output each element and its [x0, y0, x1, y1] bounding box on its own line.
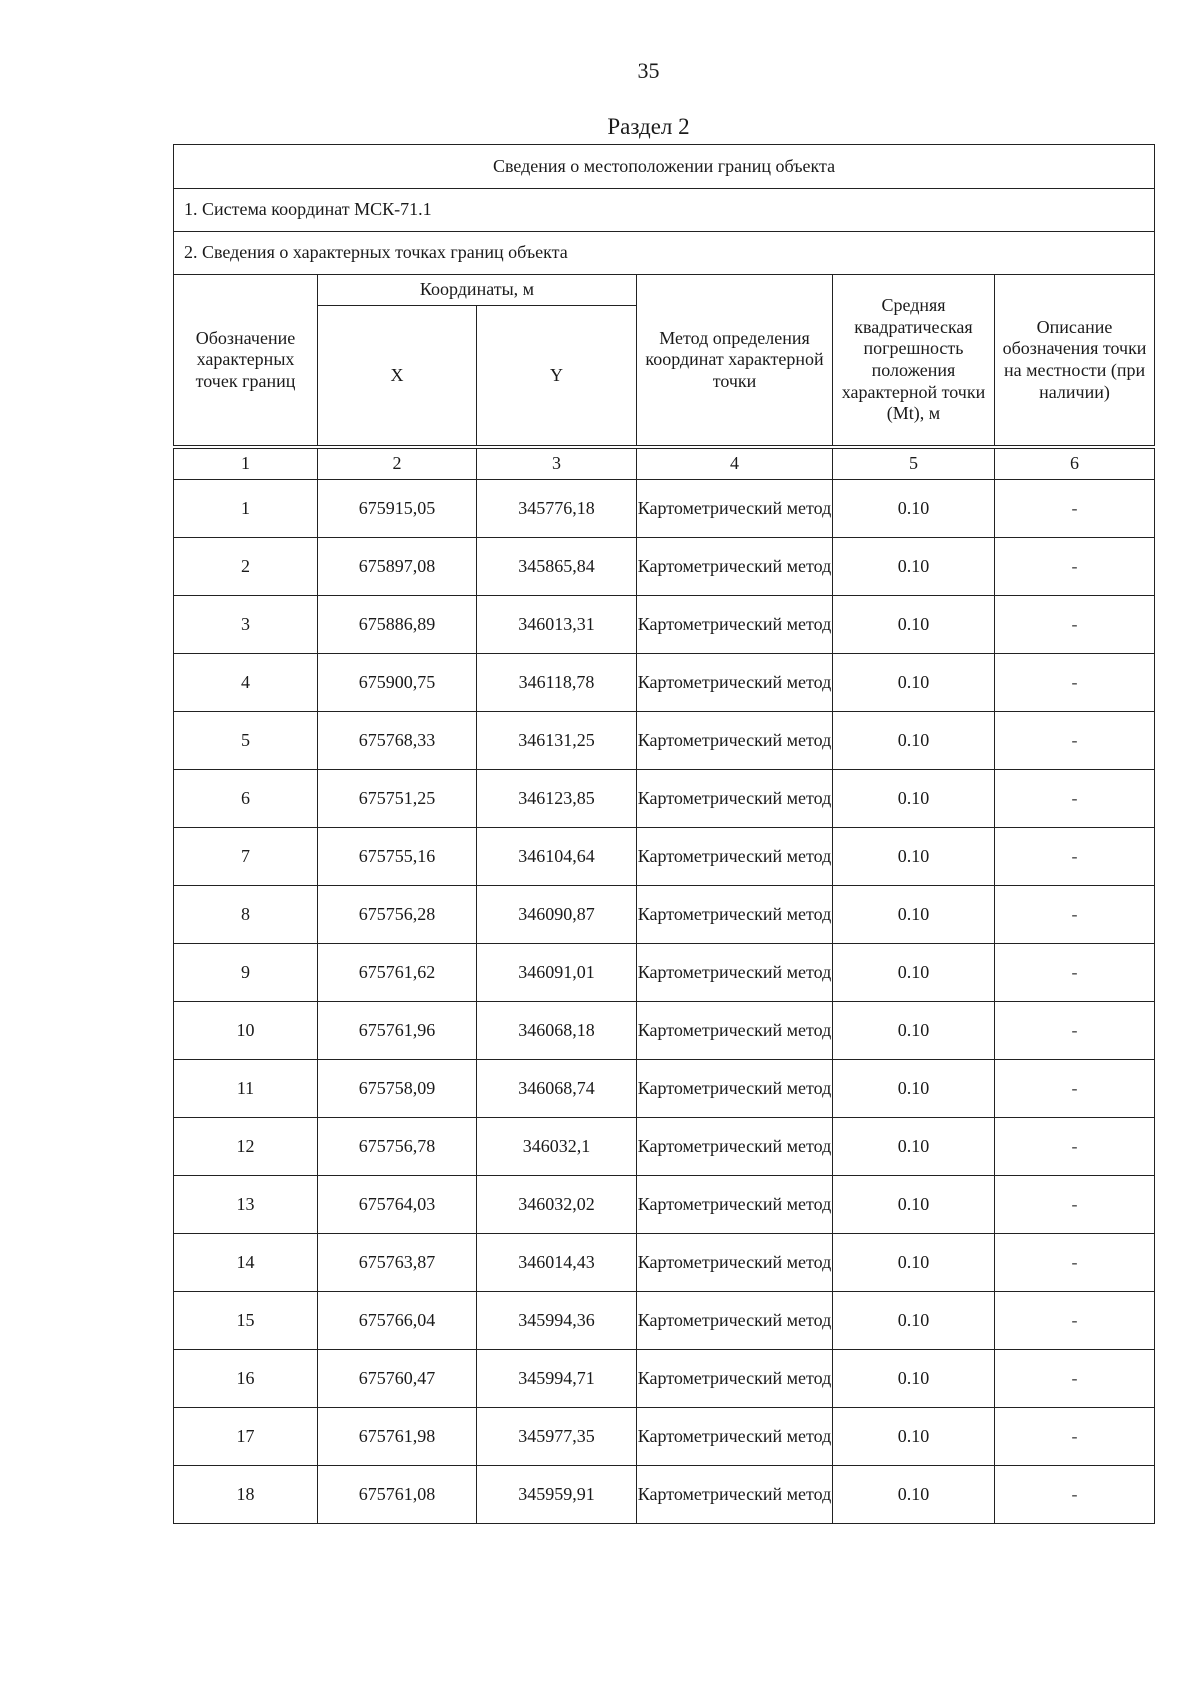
column-number: 1: [174, 449, 318, 480]
y-cell: 345865,84: [477, 538, 637, 596]
point-cell: 7: [174, 828, 318, 886]
description-cell: -: [995, 596, 1155, 654]
x-cell: 675760,47: [318, 1350, 477, 1408]
error-cell: 0.10: [833, 1118, 995, 1176]
y-cell: 345776,18: [477, 480, 637, 538]
x-cell: 675897,08: [318, 538, 477, 596]
point-cell: 13: [174, 1176, 318, 1234]
method-cell: Картометрический метод: [637, 1292, 833, 1350]
method-cell: Картометрический метод: [637, 1060, 833, 1118]
method-cell: Картометрический метод: [637, 654, 833, 712]
method-cell: Картометрический метод: [637, 1002, 833, 1060]
table-row: [174, 1176, 1155, 1234]
y-cell: 346032,1: [477, 1118, 637, 1176]
method-cell: Картометрический метод: [637, 1234, 833, 1292]
error-cell: 0.10: [833, 1176, 995, 1234]
error-cell: 0.10: [833, 944, 995, 1002]
error-cell: 0.10: [833, 886, 995, 944]
method-cell: Картометрический метод: [637, 944, 833, 1002]
method-cell: Картометрический метод: [637, 480, 833, 538]
y-cell: 346068,74: [477, 1060, 637, 1118]
header-coordinates: Координаты, м: [318, 275, 637, 306]
error-cell: 0.10: [833, 1060, 995, 1118]
table-row: [174, 886, 1155, 944]
error-cell: 0.10: [833, 654, 995, 712]
table-row: [174, 1060, 1155, 1118]
table-row: [174, 1350, 1155, 1408]
point-cell: 2: [174, 538, 318, 596]
y-cell: 346014,43: [477, 1234, 637, 1292]
table-row: [174, 770, 1155, 828]
x-cell: 675756,28: [318, 886, 477, 944]
header-x: X: [318, 306, 477, 446]
point-cell: 16: [174, 1350, 318, 1408]
x-cell: 675764,03: [318, 1176, 477, 1234]
description-cell: -: [995, 828, 1155, 886]
x-cell: 675761,08: [318, 1466, 477, 1524]
table-row: [174, 596, 1155, 654]
column-number-row: [174, 449, 1155, 480]
table-row: [174, 1234, 1155, 1292]
y-cell: 346131,25: [477, 712, 637, 770]
y-cell: 346013,31: [477, 596, 637, 654]
header-method: Метод определения координат характерной точки: [637, 275, 833, 446]
x-cell: 675766,04: [318, 1292, 477, 1350]
method-cell: Картометрический метод: [637, 712, 833, 770]
description-cell: -: [995, 886, 1155, 944]
description-cell: -: [995, 480, 1155, 538]
description-cell: -: [995, 770, 1155, 828]
column-number: 4: [637, 449, 833, 480]
y-cell: 346091,01: [477, 944, 637, 1002]
column-number: 3: [477, 449, 637, 480]
description-cell: -: [995, 1292, 1155, 1350]
table-row: [174, 1002, 1155, 1060]
error-cell: 0.10: [833, 1234, 995, 1292]
point-cell: 1: [174, 480, 318, 538]
point-cell: 15: [174, 1292, 318, 1350]
x-cell: 675900,75: [318, 654, 477, 712]
x-cell: 675756,78: [318, 1118, 477, 1176]
description-cell: -: [995, 1466, 1155, 1524]
x-cell: 675761,98: [318, 1408, 477, 1466]
description-cell: -: [995, 654, 1155, 712]
y-cell: 346104,64: [477, 828, 637, 886]
method-cell: Картометрический метод: [637, 596, 833, 654]
description-cell: -: [995, 1350, 1155, 1408]
column-number: 2: [318, 449, 477, 480]
method-cell: Картометрический метод: [637, 828, 833, 886]
y-cell: 345977,35: [477, 1408, 637, 1466]
method-cell: Картометрический метод: [637, 1466, 833, 1524]
column-number: 5: [833, 449, 995, 480]
error-cell: 0.10: [833, 596, 995, 654]
error-cell: 0.10: [833, 480, 995, 538]
header-description: Описание обозначения точки на местности (при наличии): [995, 275, 1155, 446]
description-cell: -: [995, 1234, 1155, 1292]
y-cell: 346090,87: [477, 886, 637, 944]
page-number: 35: [637, 58, 660, 83]
y-cell: 346123,85: [477, 770, 637, 828]
header-y: Y: [477, 306, 637, 446]
table-row: [174, 944, 1155, 1002]
y-cell: 345959,91: [477, 1466, 637, 1524]
error-cell: 0.10: [833, 828, 995, 886]
point-cell: 17: [174, 1408, 318, 1466]
table-row: [174, 1292, 1155, 1350]
y-cell: 346032,02: [477, 1176, 637, 1234]
y-cell: 345994,71: [477, 1350, 637, 1408]
x-cell: 675751,25: [318, 770, 477, 828]
header-designation: Обозначение характерных точек границ: [174, 275, 318, 446]
point-cell: 5: [174, 712, 318, 770]
method-cell: Картометрический метод: [637, 1176, 833, 1234]
x-cell: 675761,96: [318, 1002, 477, 1060]
y-cell: 346068,18: [477, 1002, 637, 1060]
point-cell: 11: [174, 1060, 318, 1118]
point-cell: 4: [174, 654, 318, 712]
description-cell: -: [995, 538, 1155, 596]
error-cell: 0.10: [833, 712, 995, 770]
table-row: [174, 1118, 1155, 1176]
coord-system: 1. Система координат МСК-71.1: [174, 189, 1155, 232]
error-cell: 0.10: [833, 1466, 995, 1524]
point-cell: 10: [174, 1002, 318, 1060]
description-cell: -: [995, 1118, 1155, 1176]
y-cell: 345994,36: [477, 1292, 637, 1350]
y-cell: 346118,78: [477, 654, 637, 712]
section-title: Раздел 2: [607, 114, 690, 139]
column-number: 6: [995, 449, 1155, 480]
x-cell: 675886,89: [318, 596, 477, 654]
description-cell: -: [995, 1408, 1155, 1466]
method-cell: Картометрический метод: [637, 1118, 833, 1176]
points-heading: 2. Сведения о характерных точках границ объекта: [174, 232, 1155, 275]
x-cell: 675758,09: [318, 1060, 477, 1118]
method-cell: Картометрический метод: [637, 886, 833, 944]
table-row: [174, 654, 1155, 712]
description-cell: -: [995, 1060, 1155, 1118]
table-row: [174, 712, 1155, 770]
table-title: Сведения о местоположении границ объекта: [174, 145, 1155, 189]
table-row: [174, 1408, 1155, 1466]
error-cell: 0.10: [833, 1002, 995, 1060]
x-cell: 675763,87: [318, 1234, 477, 1292]
error-cell: 0.10: [833, 1292, 995, 1350]
x-cell: 675915,05: [318, 480, 477, 538]
description-cell: -: [995, 944, 1155, 1002]
method-cell: Картометрический метод: [637, 538, 833, 596]
x-cell: 675755,16: [318, 828, 477, 886]
description-cell: -: [995, 1176, 1155, 1234]
point-cell: 9: [174, 944, 318, 1002]
point-cell: 3: [174, 596, 318, 654]
method-cell: Картометрический метод: [637, 770, 833, 828]
table-row: [174, 480, 1155, 538]
error-cell: 0.10: [833, 1408, 995, 1466]
error-cell: 0.10: [833, 770, 995, 828]
point-cell: 18: [174, 1466, 318, 1524]
table-row: [174, 538, 1155, 596]
description-cell: -: [995, 1002, 1155, 1060]
method-cell: Картометрический метод: [637, 1408, 833, 1466]
table-row: [174, 828, 1155, 886]
x-cell: 675761,62: [318, 944, 477, 1002]
x-cell: 675768,33: [318, 712, 477, 770]
error-cell: 0.10: [833, 538, 995, 596]
table-row: [174, 1466, 1155, 1524]
boundary-points-table: [173, 144, 1155, 1524]
method-cell: Картометрический метод: [637, 1350, 833, 1408]
description-cell: -: [995, 712, 1155, 770]
header-error: Средняя квадратическая погрешность положения характерной точки (Mt), м: [833, 275, 995, 446]
point-cell: 8: [174, 886, 318, 944]
point-cell: 12: [174, 1118, 318, 1176]
error-cell: 0.10: [833, 1350, 995, 1408]
point-cell: 6: [174, 770, 318, 828]
point-cell: 14: [174, 1234, 318, 1292]
